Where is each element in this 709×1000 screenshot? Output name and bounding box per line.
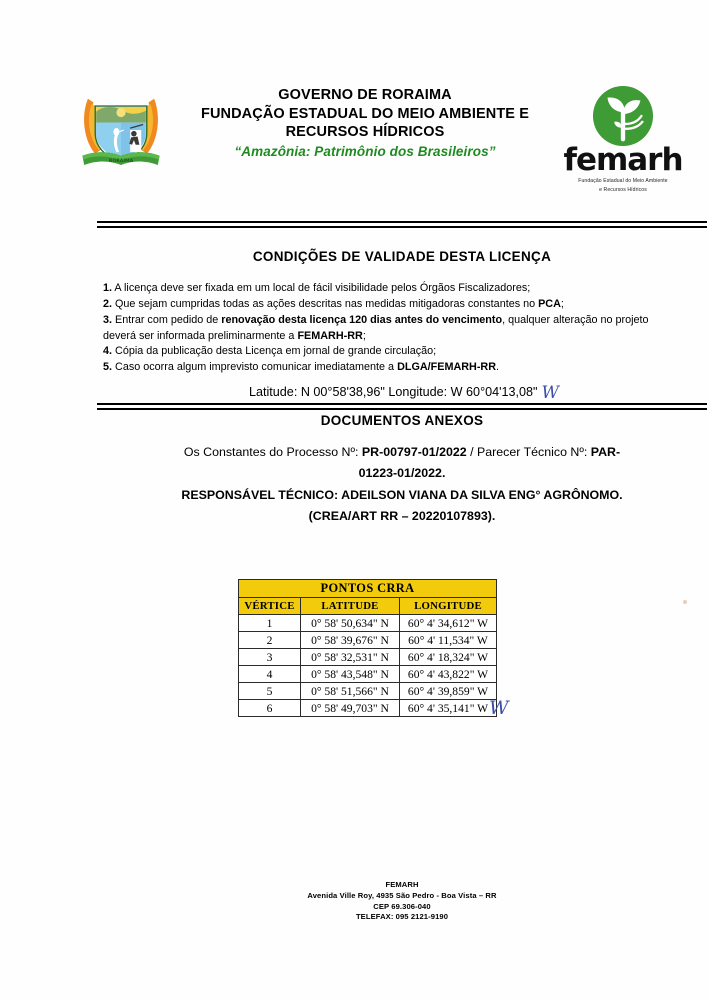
cell-vertice: 3	[239, 649, 301, 666]
handwritten-initial-coordinates: W	[541, 383, 559, 403]
table-title: PONTOS CRRA	[239, 580, 497, 598]
opinion-number-part-2: 01223-01/2022.	[358, 466, 446, 481]
process-line	[97, 442, 707, 463]
cell-latitude: 0° 58' 51,566" N	[301, 683, 400, 700]
table-column-header-latitude: LATITUDE	[301, 598, 400, 615]
cell-vertice: 5	[239, 683, 301, 700]
cell-longitude: 60° 4' 34,612" W	[400, 615, 497, 632]
cell-latitude: 0° 58' 43,548" N	[301, 666, 400, 683]
femarh-logo	[558, 85, 688, 193]
handwritten-initial-table: W	[489, 697, 509, 719]
condition-item-3	[103, 313, 663, 345]
cell-latitude: 0° 58' 49,703" N	[301, 700, 400, 717]
opinion-number-line	[97, 463, 707, 484]
table-column-header-vértice: VÉRTICE	[239, 598, 301, 615]
condition-item-5	[103, 360, 663, 376]
coordinates-text: Latitude: N 00°58'38,96" Longitude: W 60°04'13,08"	[249, 385, 538, 399]
document-header	[70, 82, 709, 193]
condition-emphasis: PCA	[538, 297, 561, 310]
crea-art-line: (CREA/ART RR – 20220107893).	[308, 508, 496, 523]
section-divider-top	[97, 221, 707, 228]
opinion-prefix: / Parecer Técnico Nº:	[466, 445, 591, 459]
table-body	[239, 615, 497, 717]
footer-address: Avenida Ville Roy, 4935 São Pedro - Boa Vista – RR	[307, 890, 497, 900]
process-prefix: Os Constantes do Processo Nº:	[183, 445, 362, 459]
table-row	[239, 632, 497, 649]
cell-longitude: 60° 4' 43,822" W	[400, 666, 497, 683]
table-row	[239, 666, 497, 683]
table-row	[239, 649, 497, 666]
footer-org: FEMARH	[385, 880, 419, 889]
cell-latitude: 0° 58' 39,676" N	[301, 632, 400, 649]
condition-text: Cópia da publicação desta Licença em jornal de grande circulação;	[112, 345, 437, 358]
condition-text: ;	[560, 297, 564, 310]
org-line-1: GOVERNO DE RORAIMA	[278, 87, 452, 103]
femarh-subtitle-line-2: e Recursos Hídricos	[599, 186, 647, 193]
org-line-3: RECURSOS HÍDRICOS	[285, 124, 445, 141]
condition-number: 3.	[103, 313, 113, 326]
conditions-list	[103, 281, 663, 376]
section-divider-middle	[97, 403, 707, 410]
coordinates-line	[97, 381, 707, 401]
condition-text: Entrar com pedido de	[112, 313, 222, 326]
femarh-subtitle-line-1: Fundação Estadual do Meio Ambiente	[578, 178, 668, 184]
scan-artifact-speck	[683, 600, 687, 604]
cell-latitude: 0° 58' 50,634" N	[301, 615, 400, 632]
condition-item-1	[103, 281, 663, 297]
condition-text: ;	[362, 329, 366, 342]
condition-text: Que sejam cumpridas todas as ações descritas nas medidas mitigadoras constantes no	[112, 297, 539, 310]
condition-number: 5.	[103, 361, 113, 374]
header-title-block	[170, 86, 560, 159]
condition-text: Caso ocorra algum imprevisto comunicar imediatamente a	[112, 361, 398, 374]
table-row	[239, 615, 497, 632]
table-title-row	[239, 580, 497, 598]
table-header-row	[239, 598, 497, 615]
table-row	[239, 700, 497, 717]
condition-text: A licença deve ser fixada em um local de fácil visibilidade pelos Órgãos Fiscalizadores;	[112, 282, 531, 294]
cell-longitude: 60° 4' 11,534" W	[400, 632, 497, 649]
annexes-section-title: DOCUMENTOS ANEXOS	[320, 413, 484, 428]
condition-text: .	[496, 361, 500, 374]
svg-text:RORAIMA: RORAIMA	[108, 159, 134, 165]
condition-text: , qualquer alteração no projeto deverá ser informada preliminarmente a	[103, 313, 649, 342]
cell-longitude: 60° 4' 18,324" W	[400, 649, 497, 666]
cell-longitude: 60° 4' 39,859" W	[400, 683, 497, 700]
condition-item-4	[103, 344, 663, 360]
condition-number: 2.	[103, 297, 113, 310]
responsible-technician-line: RESPONSÁVEL TÉCNICO: ADEILSON VIANA DA SILVA ENG° AGRÔNOMO.	[181, 487, 623, 502]
cell-vertice: 6	[239, 700, 301, 717]
pontos-crra-table	[238, 579, 497, 717]
condition-item-2	[103, 297, 663, 313]
conditions-section-title: CONDIÇÕES DE VALIDADE DESTA LICENÇA	[252, 249, 552, 264]
condition-emphasis: DLGA/FEMARH-RR	[397, 361, 497, 374]
opinion-number-part-1: PAR-	[590, 445, 621, 459]
org-motto: “Amazônia: Patrimônio dos Brasileiros”	[234, 143, 496, 159]
cell-vertice: 2	[239, 632, 301, 649]
document-footer	[97, 880, 707, 923]
femarh-leaf-icon	[592, 85, 654, 147]
org-line-2: FUNDAÇÃO ESTADUAL DO MEIO AMBIENTE E	[201, 105, 529, 122]
annexes-body	[97, 442, 707, 527]
condition-number: 1.	[103, 282, 113, 294]
coat-of-arms-roraima-icon	[75, 84, 167, 176]
cell-longitude: 60° 4' 35,141" W	[400, 700, 497, 717]
cell-latitude: 0° 58' 32,531" N	[301, 649, 400, 666]
table-column-header-longitude: LONGITUDE	[400, 598, 497, 615]
footer-cep: CEP 69.306-040	[373, 901, 431, 911]
cell-vertice: 4	[239, 666, 301, 683]
condition-emphasis: renovação desta licença 120 dias antes do vencimento	[221, 313, 503, 326]
table-row	[239, 683, 497, 700]
cell-vertice: 1	[239, 615, 301, 632]
condition-emphasis: FEMARH-RR	[297, 329, 363, 342]
condition-number: 4.	[103, 345, 113, 358]
footer-telefax: TELEFAX: 095 2121-9190	[355, 912, 449, 922]
femarh-wordmark: femarh	[563, 142, 683, 178]
process-number: PR-00797-01/2022	[361, 445, 467, 459]
